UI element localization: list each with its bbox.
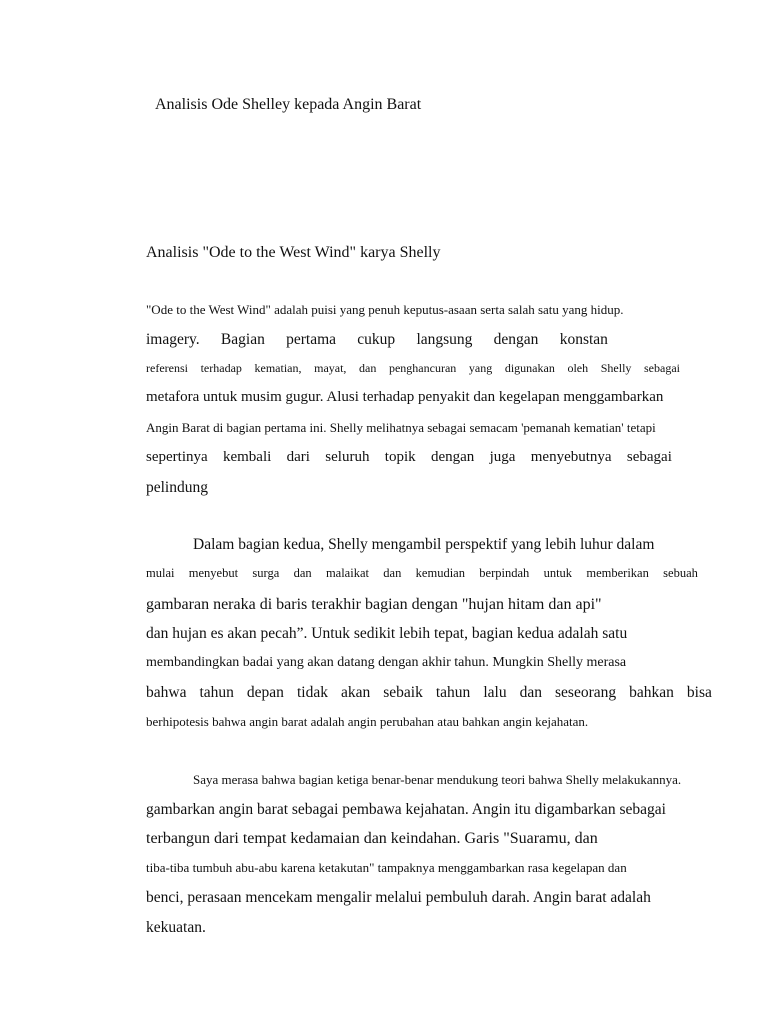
- word: penghancuran: [388, 361, 457, 375]
- word: bisa: [686, 684, 712, 701]
- text-line: [146, 684, 712, 702]
- word: dengan: [493, 331, 539, 348]
- word: langsung: [416, 331, 473, 348]
- text-line: [146, 566, 698, 581]
- word: dari: [286, 449, 310, 465]
- word: tidak: [296, 684, 328, 701]
- word: surga: [252, 566, 280, 580]
- text-line: Angin Barat di bagian pertama ini. Shelly melihatnya sebagai semacam 'pemanah kematian' tetapi: [146, 420, 656, 435]
- word: lalu: [483, 684, 507, 701]
- word: juga: [489, 449, 516, 465]
- word: depan: [246, 684, 284, 701]
- word: terhadap: [200, 361, 242, 375]
- word: mulai: [146, 566, 175, 580]
- text-line: Saya merasa bahwa bagian ketiga benar-benar mendukung teori bahwa Shelly melakukannya.: [193, 772, 682, 787]
- word: sebaik: [383, 684, 423, 701]
- text-line: dan hujan es akan pecah”. Untuk sedikit lebih tepat, bagian kedua adalah satu: [146, 625, 628, 642]
- word: cukup: [357, 331, 396, 348]
- word: dan: [519, 684, 542, 701]
- word: dan: [293, 566, 312, 580]
- word: Shelly: [600, 361, 632, 375]
- word: bahkan: [629, 684, 674, 701]
- word: yang: [468, 361, 493, 375]
- word: malaikat: [325, 566, 369, 580]
- text-line: [146, 361, 680, 376]
- word: referensi: [146, 361, 188, 375]
- word: sebagai: [626, 449, 672, 465]
- word: kembali: [222, 449, 272, 465]
- word: seseorang: [555, 684, 617, 701]
- text-line: terbangun dari tempat kedamaian dan keindahan. Garis "Suaramu, dan: [146, 830, 598, 847]
- word: tahun: [435, 684, 471, 701]
- text-line: membandingkan badai yang akan datang dengan akhir tahun. Mungkin Shelly merasa: [146, 655, 627, 670]
- text-line: gambarkan angin barat sebagai pembawa kejahatan. Angin itu digambarkan sebagai: [146, 801, 666, 818]
- word: imagery.: [146, 331, 200, 348]
- section-heading: Analisis "Ode to the West Wind" karya Shelly: [146, 244, 441, 261]
- word: kemudian: [415, 566, 465, 580]
- text-line: gambaran neraka di baris terakhir bagian dengan "hujan hitam dan api": [146, 596, 602, 613]
- word: tahun: [199, 684, 234, 701]
- word: untuk: [543, 566, 573, 580]
- word: pertama: [286, 331, 337, 348]
- page-title: Analisis Ode Shelley kepada Angin Barat: [155, 96, 422, 113]
- word: Bagian: [220, 331, 265, 348]
- word: sebagai: [644, 361, 680, 375]
- word: kematian,: [254, 361, 302, 375]
- text-line: pelindung: [146, 479, 208, 496]
- word: dengan: [430, 449, 475, 465]
- word: akan: [340, 684, 371, 701]
- word: topik: [384, 449, 416, 465]
- word: menyebut: [188, 566, 239, 580]
- text-line: benci, perasaan mencekam mengalir melalui pembuluh darah. Angin barat adalah: [146, 889, 651, 906]
- text-line: [146, 331, 608, 349]
- text-line: berhipotesis bahwa angin barat adalah angin perubahan atau bahkan angin kejahatan.: [146, 714, 589, 729]
- word: berpindah: [479, 566, 530, 580]
- word: oleh: [567, 361, 589, 375]
- text-line: [146, 449, 672, 466]
- text-line: "Ode to the West Wind" adalah puisi yang penuh keputus-asaan serta salah satu yang hidup.: [146, 302, 624, 317]
- word: memberikan: [586, 566, 649, 580]
- text-line: Dalam bagian kedua, Shelly mengambil perspektif yang lebih luhur dalam: [193, 536, 655, 553]
- text-line: kekuatan.: [146, 919, 206, 936]
- word: sebuah: [663, 566, 698, 580]
- word: dan: [383, 566, 402, 580]
- word: konstan: [559, 331, 608, 348]
- text-line: metafora untuk musim gugur. Alusi terhadap penyakit dan kegelapan menggambarkan: [146, 389, 664, 405]
- word: digunakan: [504, 361, 555, 375]
- word: menyebutnya: [530, 449, 612, 465]
- word: dan: [359, 361, 377, 375]
- word: mayat,: [314, 361, 347, 375]
- word: sepertinya: [146, 449, 208, 465]
- text-line: tiba-tiba tumbuh abu-abu karena ketakutan" tampaknya menggambarkan rasa kegelapan dan: [146, 860, 627, 875]
- word: bahwa: [146, 684, 187, 701]
- word: seluruh: [325, 449, 370, 465]
